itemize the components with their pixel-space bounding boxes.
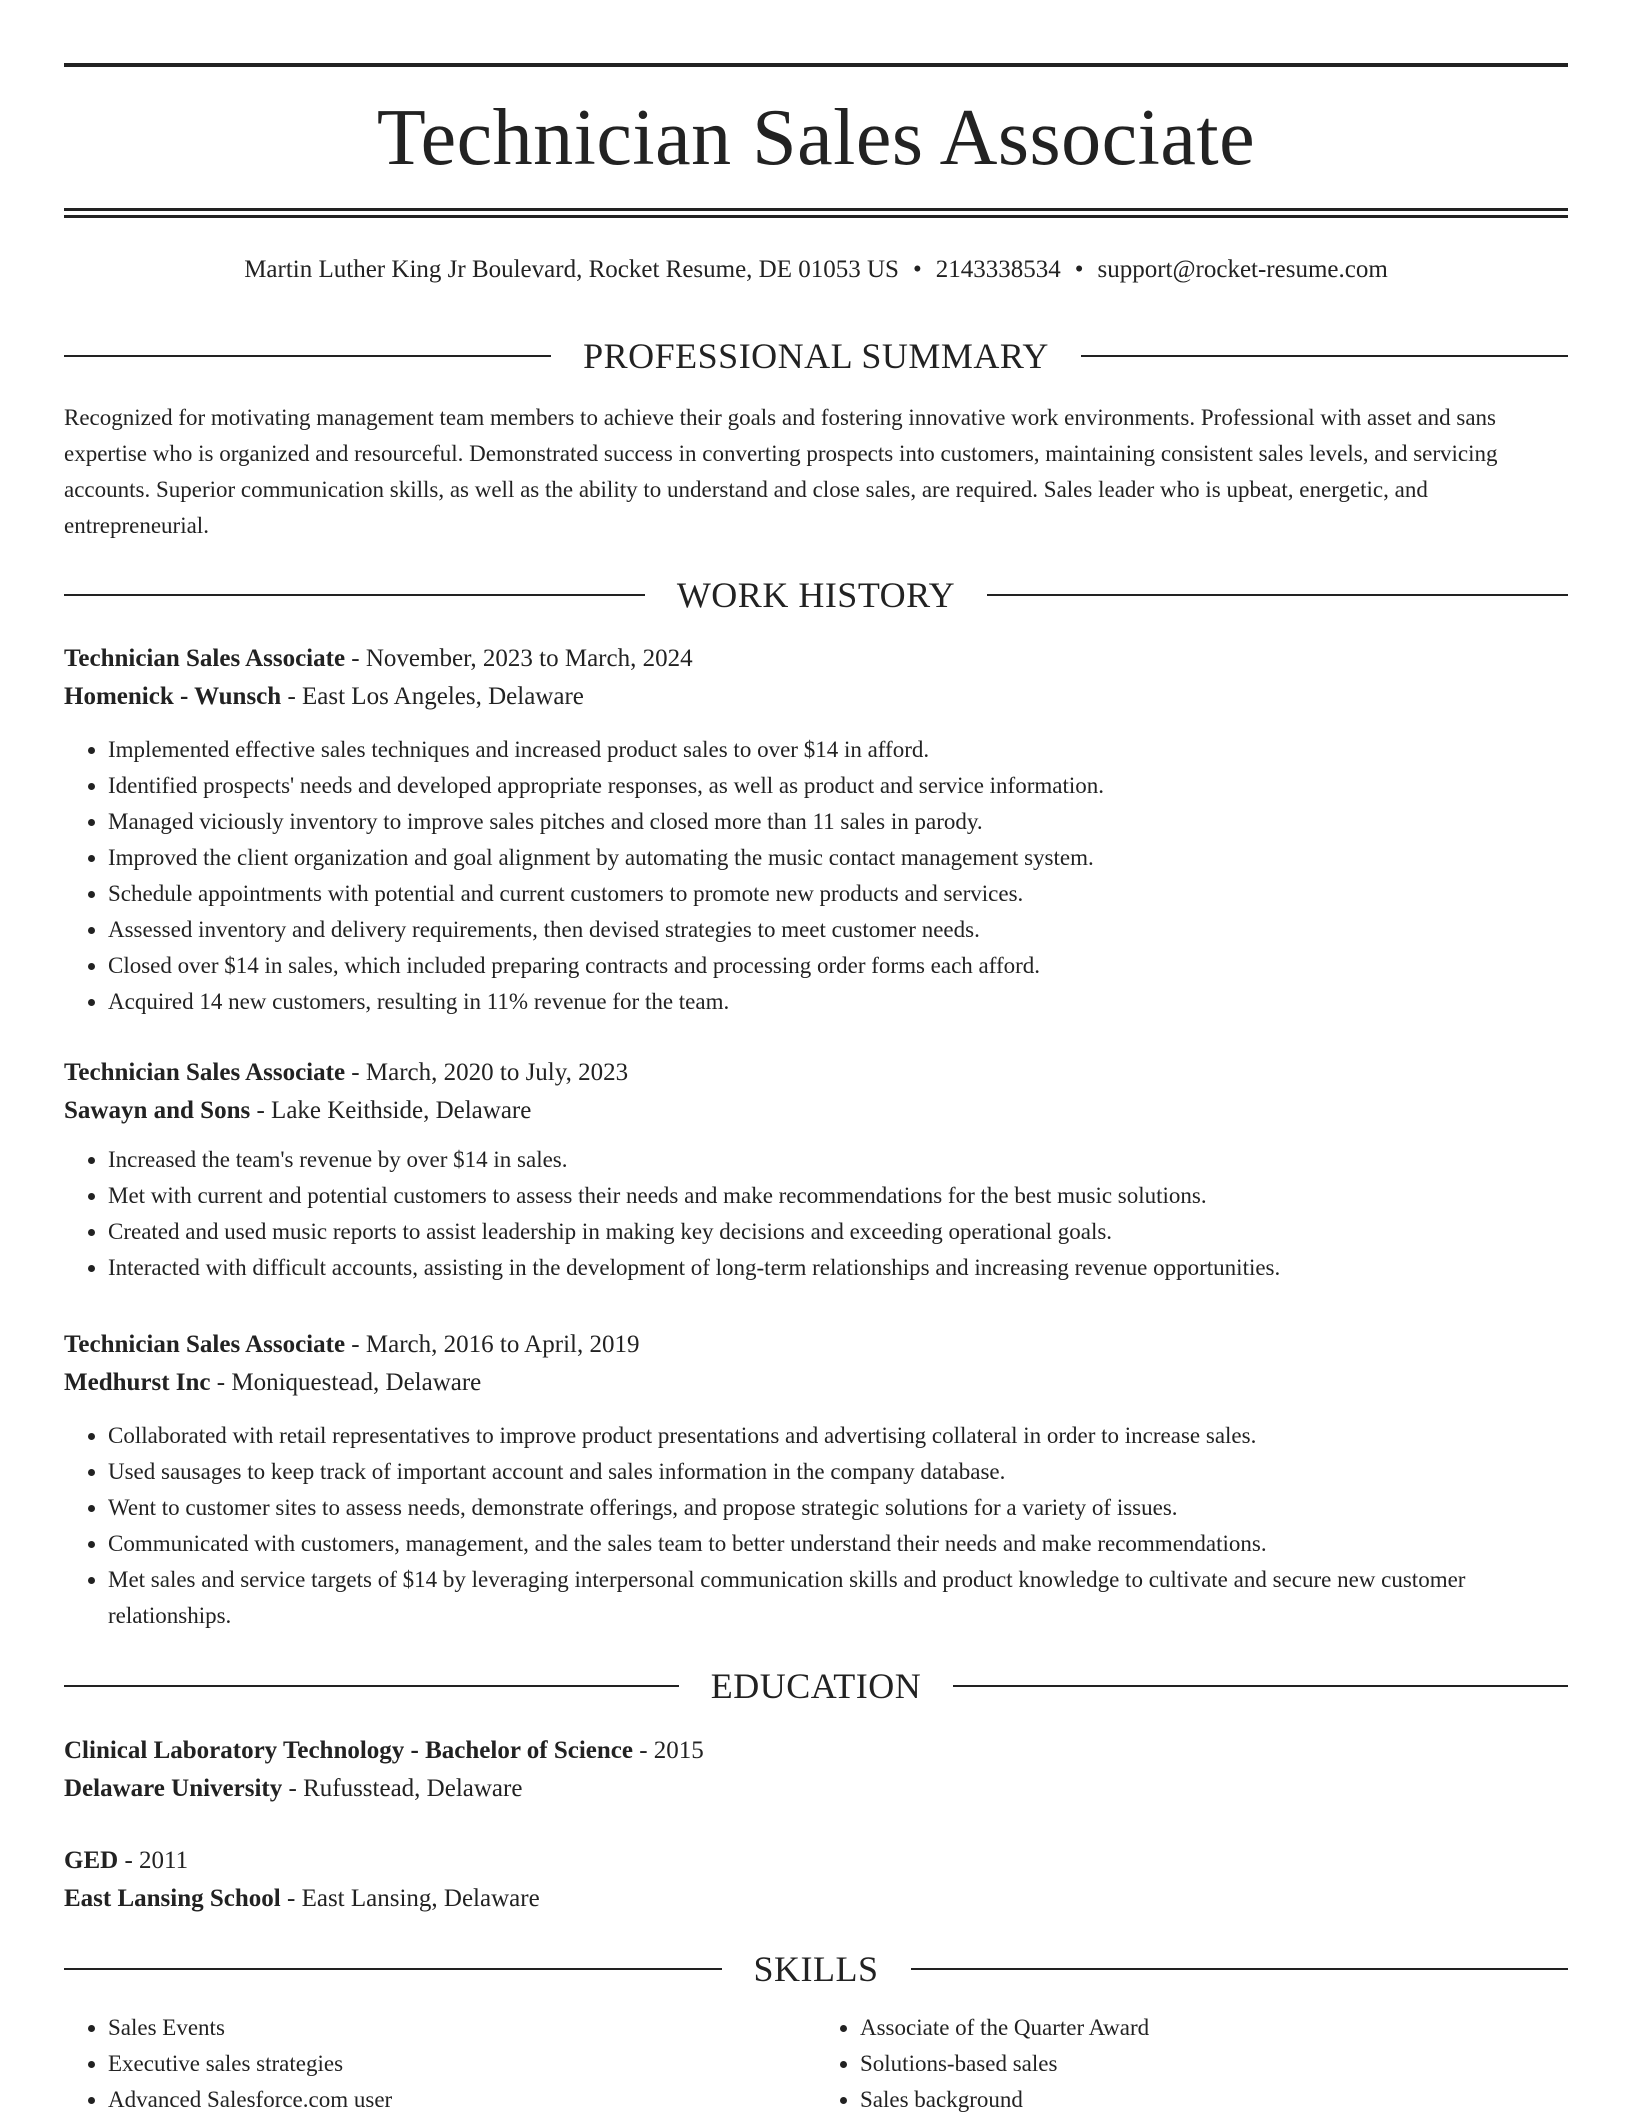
- job-title-line: [64, 640, 1568, 678]
- heading-rule: [911, 1968, 1569, 1970]
- heading-rule: [1081, 355, 1568, 357]
- list-item: • Schedule appointments with potential and current customers to promote new products and services.: [108, 876, 1568, 912]
- list-item: • Met with current and potential customers to assess their needs and make recommendations for the best music solutions.: [108, 1178, 1568, 1214]
- list-item: • Interacted with difficult accounts, assisting in the development of long-term relationships and increasing revenue opportunities.: [108, 1250, 1568, 1286]
- skills-column-right: [816, 2010, 1568, 2118]
- education-school: East Lansing School: [64, 1885, 281, 1912]
- section-title: EDUCATION: [710, 1666, 922, 1706]
- education-school-line: [64, 1770, 1568, 1808]
- list-item: • Acquired 14 new customers, resulting in 11% revenue for the team.: [108, 984, 1568, 1020]
- contact-separator: •: [1074, 256, 1084, 283]
- job-entry: [64, 640, 1568, 1020]
- list-item: • Implemented effective sales techniques and increased product sales to over $14 in afford.: [108, 732, 1568, 768]
- section-title: PROFESSIONAL SUMMARY: [583, 336, 1049, 376]
- education-school: Delaware University: [64, 1775, 283, 1802]
- section-heading-education: [64, 1666, 1568, 1706]
- skill-item: • Sales background: [860, 2082, 1568, 2118]
- job-company-line: [64, 678, 1568, 716]
- education-year: - 2011: [118, 1847, 189, 1874]
- job-entry: [64, 1054, 1568, 1286]
- summary-text: Recognized for motivating management team members to achieve their goals and fostering innovative work environments. Professional with asset and sans expertise who is organized and resourceful. Demonstrated success in converting prospects into customers, maintaining consistent sales levels, and servicing accounts. Superior communication skills, as well as the ability to understand and close sales, are required. Sales leader who is upbeat, energetic, and entrepreneurial.: [64, 405, 1498, 538]
- list-item: • Met sales and service targets of $14 by leveraging interpersonal communication skills and product knowledge to cultivate and secure new customer relationships.: [108, 1562, 1568, 1634]
- skill-item: • Associate of the Quarter Award: [860, 2010, 1568, 2046]
- job-title: Technician Sales Associate: [64, 1059, 346, 1086]
- education-degree: GED: [64, 1847, 119, 1874]
- job-dates: - March, 2020 to July, 2023: [345, 1059, 629, 1086]
- job-location: - Moniquestead, Delaware: [210, 1369, 482, 1396]
- job-title: Technician Sales Associate: [64, 645, 346, 672]
- job-company: Medhurst Inc: [64, 1369, 211, 1396]
- job-company-line: [64, 1364, 1568, 1402]
- education-degree-line: [64, 1842, 1568, 1880]
- contact-separator: •: [912, 256, 922, 283]
- job-title: Technician Sales Associate: [64, 1331, 346, 1358]
- section-heading-skills: [64, 1949, 1568, 1989]
- contact-email: support@rocket-resume.com: [1097, 256, 1388, 283]
- contact-address: Martin Luther King Jr Boulevard, Rocket Resume, DE 01053 US: [244, 256, 899, 283]
- skill-item: • Sales Events: [108, 2010, 816, 2046]
- heading-rule: [64, 1685, 679, 1687]
- top-rule: [64, 63, 1568, 67]
- list-item: • Managed viciously inventory to improve sales pitches and closed more than 11 sales in parody.: [108, 804, 1568, 840]
- job-title-line: [64, 1326, 1568, 1364]
- job-bullets: [64, 732, 1568, 1020]
- job-bullets: [64, 1142, 1568, 1286]
- education-location: - Rufusstead, Delaware: [282, 1775, 523, 1802]
- education-location: - East Lansing, Delaware: [280, 1885, 540, 1912]
- list-item: • Improved the client organization and goal alignment by automating the music contact management system.: [108, 840, 1568, 876]
- job-company: Homenick - Wunsch: [64, 683, 282, 710]
- job-entry: [64, 1326, 1568, 1634]
- education-year: - 2015: [632, 1737, 704, 1764]
- list-item: • Identified prospects' needs and developed appropriate responses, as well as product and service information.: [108, 768, 1568, 804]
- education-school-line: [64, 1880, 1568, 1918]
- list-item: • Collaborated with retail representatives to improve product presentations and advertising collateral in order to increase sales.: [108, 1418, 1568, 1454]
- job-title-line: [64, 1054, 1568, 1092]
- resume-name: Technician Sales Associate: [376, 94, 1256, 182]
- section-heading-summary: [64, 336, 1568, 376]
- header-rule-2: [64, 215, 1568, 218]
- list-item: • Went to customer sites to assess needs, demonstrate offerings, and propose strategic solutions for a variety of issues.: [108, 1490, 1568, 1526]
- job-location: - Lake Keithside, Delaware: [250, 1097, 532, 1124]
- skills-list: [64, 2010, 1568, 2118]
- list-item: • Assessed inventory and delivery requirements, then devised strategies to meet customer needs.: [108, 912, 1568, 948]
- skill-item: • Solutions-based sales: [860, 2046, 1568, 2082]
- section-title: WORK HISTORY: [676, 575, 956, 615]
- job-company: Sawayn and Sons: [64, 1097, 251, 1124]
- heading-rule: [64, 355, 551, 357]
- list-item: • Created and used music reports to assist leadership in making key decisions and exceeding operational goals.: [108, 1214, 1568, 1250]
- job-dates: - March, 2016 to April, 2019: [345, 1331, 640, 1358]
- heading-rule: [987, 594, 1568, 596]
- job-company-line: [64, 1092, 1568, 1130]
- job-dates: - November, 2023 to March, 2024: [345, 645, 693, 672]
- heading-rule: [64, 1968, 722, 1970]
- skill-item: • Advanced Salesforce.com user: [108, 2082, 816, 2118]
- skill-item: • Executive sales strategies: [108, 2046, 816, 2082]
- list-item: • Closed over $14 in sales, which included preparing contracts and processing order forms each afford.: [108, 948, 1568, 984]
- header-rule-1: [64, 208, 1568, 211]
- job-bullets: [64, 1418, 1568, 1634]
- skills-column-left: [64, 2010, 816, 2118]
- education-degree: Clinical Laboratory Technology - Bachelor of Science: [64, 1737, 633, 1764]
- education-entry: [64, 1842, 1568, 1918]
- heading-rule: [64, 594, 645, 596]
- education-entry: [64, 1732, 1568, 1808]
- list-item: • Communicated with customers, management, and the sales team to better understand their needs and make recommendations.: [108, 1526, 1568, 1562]
- contact-line: [64, 254, 1568, 286]
- heading-rule: [953, 1685, 1568, 1687]
- job-location: - East Los Angeles, Delaware: [281, 683, 584, 710]
- list-item: • Increased the team's revenue by over $14 in sales.: [108, 1142, 1568, 1178]
- section-title: SKILLS: [753, 1949, 879, 1989]
- section-heading-work: [64, 575, 1568, 615]
- contact-phone: 2143338534: [935, 256, 1061, 283]
- list-item: • Used sausages to keep track of important account and sales information in the company database.: [108, 1454, 1568, 1490]
- education-degree-line: [64, 1732, 1568, 1770]
